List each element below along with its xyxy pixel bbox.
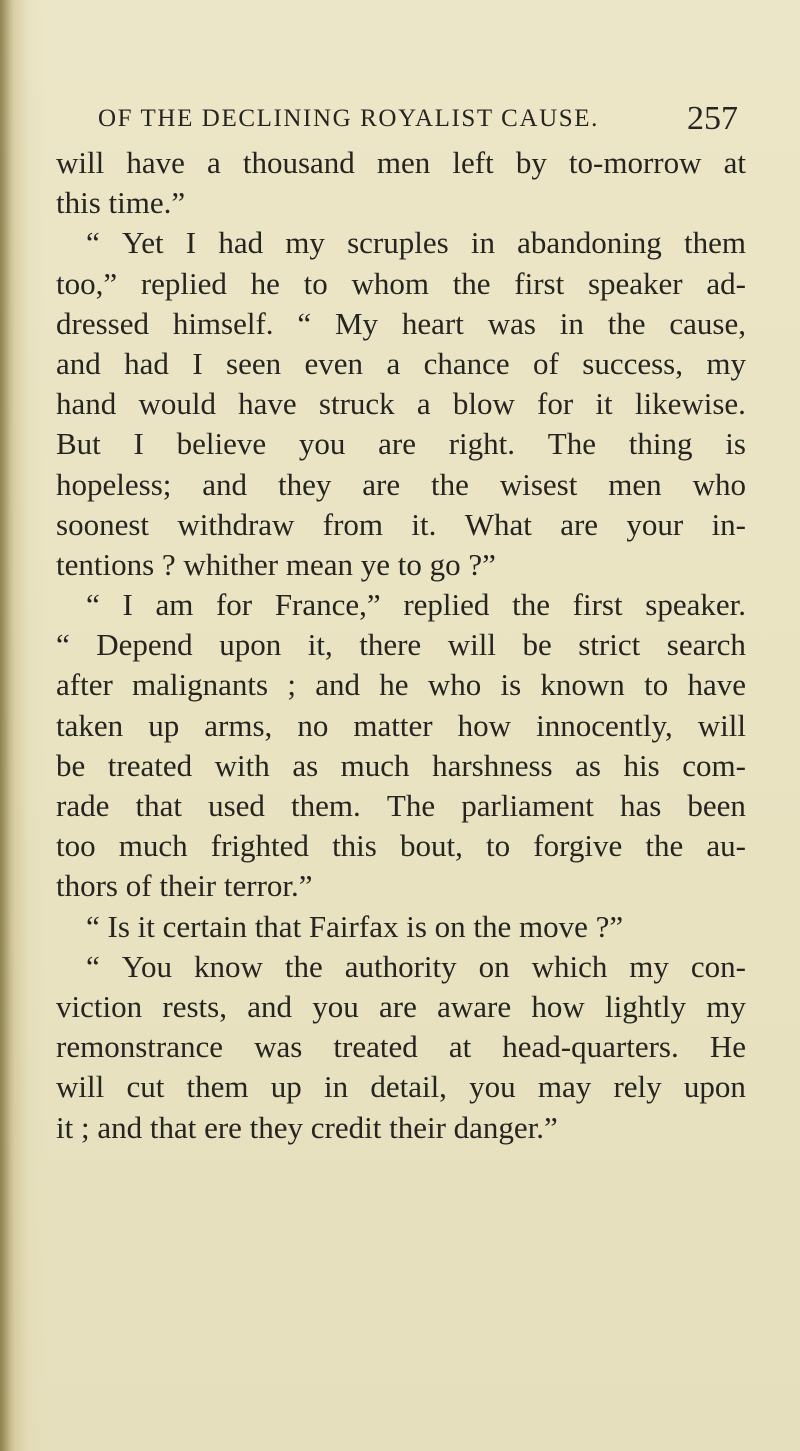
- running-head-title: OF THE DECLINING ROYALIST CAUSE.: [98, 105, 599, 132]
- text-line: rade that used them. The parliament has been: [56, 788, 746, 823]
- text-line: viction rests, and you are aware how lightly my: [56, 988, 746, 1024]
- text-line: “ Yet I had my scruples in abandoning them: [86, 225, 746, 261]
- body-text: [56, 143, 746, 1148]
- text-line: too much frighted this bout, to forgive the au-: [56, 828, 746, 864]
- text-line: But I believe you are right. The thing is: [56, 426, 746, 462]
- running-head: [98, 94, 738, 144]
- text-line: after malignants ; and he who is known to have: [56, 667, 746, 703]
- text-line: hopeless; and they are the wisest men who: [56, 466, 746, 502]
- text-line: taken up arms, no matter how innocently, will: [56, 707, 746, 743]
- text-line: tentions ? whither mean ye to go ?”: [56, 546, 496, 582]
- text-line: “ Depend upon it, there will be strict search: [56, 627, 746, 663]
- text-line: too,” replied he to whom the first speaker ad-: [56, 265, 746, 301]
- text-line: “ I am for France,” replied the first speaker.: [86, 587, 746, 623]
- page-number: 257: [687, 100, 738, 137]
- text-line: thors of their terror.”: [56, 868, 313, 904]
- text-line: this time.”: [56, 185, 186, 221]
- text-line: will cut them up in detail, you may rely upon: [56, 1069, 746, 1105]
- text-line: it ; and that ere they credit their danger.”: [56, 1109, 558, 1145]
- text-line: be treated with as much harshness as his com-: [56, 747, 746, 783]
- text-line: and had I seen even a chance of success, my: [56, 345, 746, 381]
- text-line: dressed himself. “ My heart was in the cause,: [56, 305, 746, 341]
- text-line: “ Is it certain that Fairfax is on the move ?”: [86, 908, 624, 944]
- text-line: “ You know the authority on which my con-: [86, 948, 746, 984]
- text-line: remonstrance was treated at head-quarters. He: [56, 1029, 746, 1065]
- text-line: soonest withdraw from it. What are your in-: [56, 506, 746, 542]
- gutter-shadow: [0, 0, 14, 1451]
- text-line: hand would have struck a blow for it likewise.: [56, 386, 746, 422]
- text-line: will have a thousand men left by to-morrow at: [56, 145, 746, 180]
